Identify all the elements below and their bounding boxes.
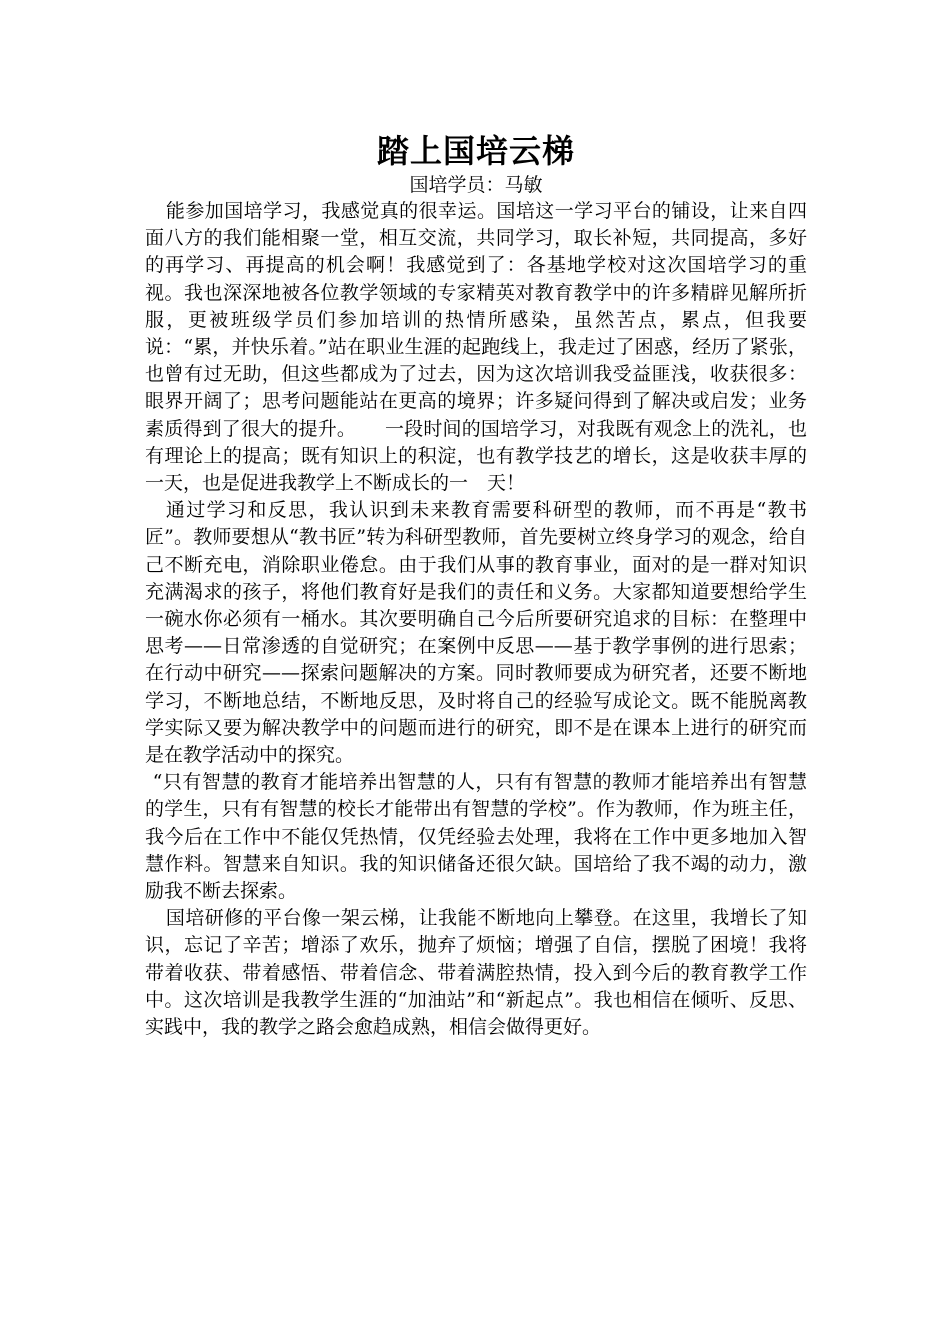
paragraph-2: 通过学习和反思，我认识到未来教育需要科研型的教师，而不再是“教书匠”。教师要想从“教书匠”转为科研型教师，首先要树立终身学习的观念，给自己不断充电，消除职业倦怠。由于我们从事的教育事业，面对的是一群对知识充满渴求的孩子，将他们教育好是我们的责任和义务。大家都知道要想给学生一碗水你必须有一桶水。其次要明确自己今后所要研究追求的目标：在整理中思考——日常渗透的自觉研究；在案例中反思——基于教学事例的进行思索；在行动中研究——探索问题解决的方案。同时教师要成为研究者，还要不断地学习，不断地总结，不断地反思，及时将自己的经验写成论文。既不能脱离教学实际又要为解决教学中的问题而进行的研究，即不是在课本上进行的研究而是在教学活动中的探究。 <box>145 499 807 767</box>
document-page <box>145 130 827 1041</box>
paragraph-3: “只有智慧的教育才能培养出智慧的人，只有有智慧的教师才能培养出有智慧的学生，只有有智慧的校长才能带出有智慧的学校”。作为教师，作为班主任，我今后在工作中不能仅凭热情，仅凭经验去处理，我将在工作中更多地加入智慧作料。智慧来自知识。我的知识储备还很欠缺。国培给了我不竭的动力，激励我不断去探索。 <box>145 771 807 903</box>
paragraph-1: 能参加国培学习，我感觉真的很幸运。国培这一学习平台的铺设，让来自四面八方的我们能相聚一堂，相互交流，共同学习，取长补短，共同提高，多好的再学习、再提高的机会啊！我感觉到了：各基地学校对这次国培学习的重视。我也深深地被各位教学领域的专家精英对教育教学中的许多精辟见解所折服，更被班级学员们参加培训的热情所感染，虽然苦点，累点，但我要说：“累，并快乐着。”站在职业生涯的起跑线上，我走过了困惑，经历了紧张，也曾有过无助，但这些都成为了过去，因为这次培训我受益匪浅，收获很多：眼界开阔了；思考问题能站在更高的境界；许多疑问得到了解决或启发；业务素质得到了很大的提升。 一段时间的国培学习，对我既有观念上的洗礼，也有理论上的提高；既有知识上的积淀，也有教学技艺的增长，这是收获丰厚的 一天，也是促进我教学上不断成长的一 天！ <box>145 200 827 495</box>
author-line: 国培学员：马敏 <box>409 174 543 196</box>
document-title: 踏上国培云梯 <box>376 132 575 170</box>
paragraph-4: 国培研修的平台像一架云梯，让我能不断地向上攀登。在这里，我增长了知识，忘记了辛苦；增添了欢乐，抛弃了烦恼；增强了自信，摆脱了困境！我将带着收获、带着感悟、带着信念、带着满腔热情，投入到今后的教育教学工作中。这次培训是我教学生涯的“加油站”和“新起点”。我也相信在倾听、反思、实践中，我的教学之路会愈趋成熟，相信会做得更好。 <box>145 907 807 1039</box>
